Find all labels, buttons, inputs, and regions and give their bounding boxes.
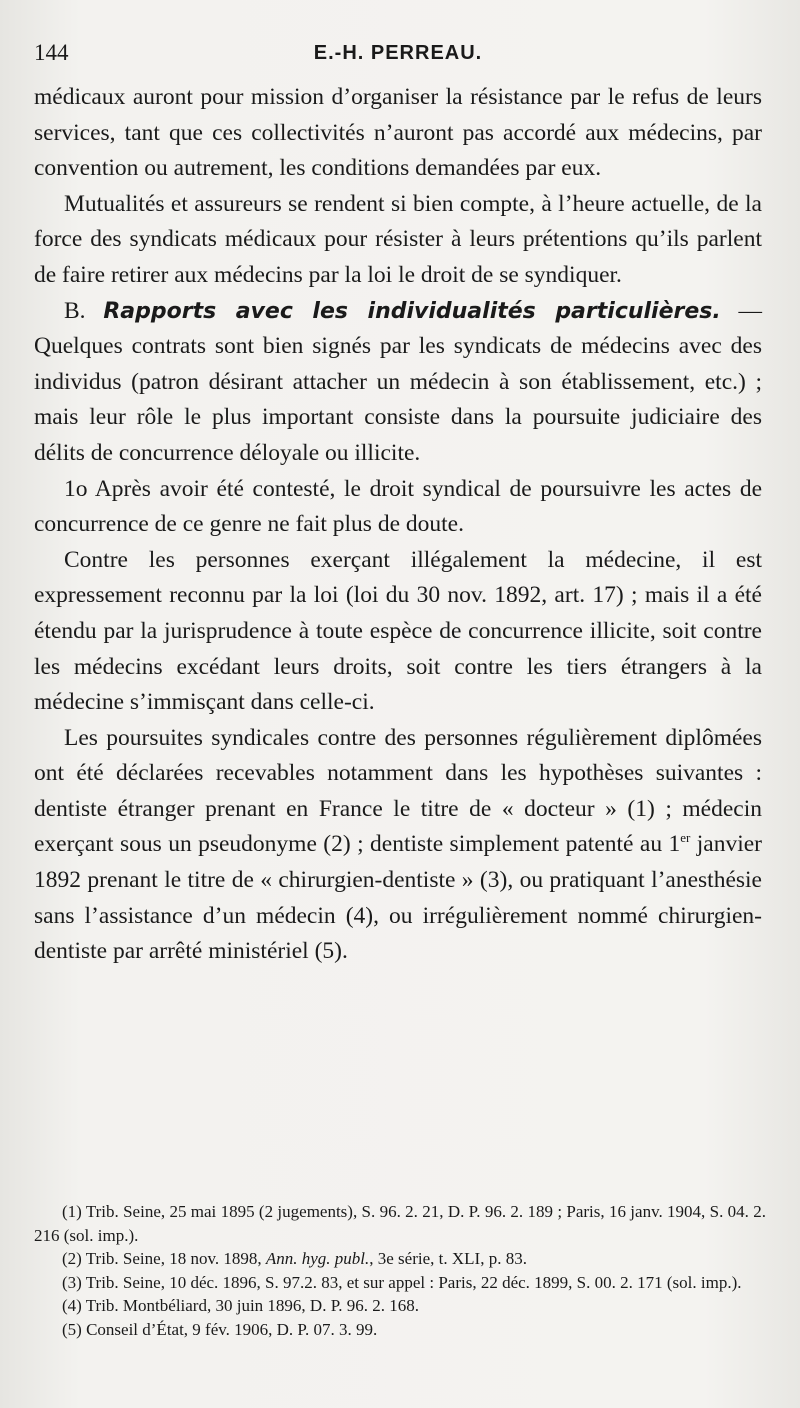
footnote: (3) Trib. Seine, 10 déc. 1896, S. 97.2. 83, et sur appel : Paris, 22 déc. 1899, S. 00. 2. 171 (sol. imp.). bbox=[62, 1272, 742, 1292]
running-head: E.-H. PERREAU. bbox=[313, 42, 483, 64]
paragraph-text: — Quelques contrats sont bien signés par les syndicats de médecins avec des individus (patron désirant attacher un médecin à son établissement, etc.) ; mais leur rôle le plus important consiste dans la poursuite judiciaire des délits de concurrence déloyale ou illicite. bbox=[34, 297, 763, 466]
paragraph: Contre les personnes exerçant illégalement la médecine, il est expressement reconnu par la loi (loi du 30 nov. 1892, art. 17) ; mais il a été étendu par la jurisprudence à toute espèce de concurrence illicite, soit contre les médecins excédant leurs droits, soit contre les tiers étrangers à la médecine s’immisçant dans celle-ci. bbox=[34, 546, 762, 716]
superscript: er bbox=[680, 830, 691, 846]
footnote-text: (2) Trib. Seine, 18 nov. 1898, bbox=[62, 1249, 266, 1268]
paragraph: médicaux auront pour mission d’organiser la résistance par le refus de leurs services, tant que ces collectivités n’auront pas accordé aux médecins, par convention ou autrement, les conditions demandées par eux. bbox=[34, 84, 762, 182]
paragraph bbox=[34, 721, 762, 970]
paragraph-text: Les poursuites syndicales contre des personnes régulièrement diplômées ont été déclarées recevables notamment dans les hypothèses suivantes : dentiste étranger prenant en France le titre de « docteur » (1) ; médecin exerçant sous un pseudonyme (2) ; dentiste simplement patenté au 1 bbox=[34, 724, 762, 858]
paragraph: Mutualités et assureurs se rendent si bien compte, à l’heure actuelle, de la force des syndicats médicaux pour résister à leurs prétentions qu’ils parlent de faire retirer aux médecins par la loi le droit de se syndiquer. bbox=[34, 190, 762, 288]
journal-title: Ann. hyg. publ. bbox=[265, 1249, 370, 1268]
section-rubric: Rapports avec les individualités particulières. bbox=[103, 298, 721, 324]
page-number: 144 bbox=[34, 40, 69, 65]
footnote bbox=[34, 1247, 766, 1271]
body-text bbox=[34, 80, 762, 970]
paragraph-text: janvier 1892 prenant le titre de « chirurgien-dentiste » (3), ou pratiquant l’anesthésie sans l’assistance d’un médecin (4), ou irrégulièrement nommé chirurgien-dentiste par arrêté ministériel (5). bbox=[34, 831, 763, 965]
paragraph bbox=[34, 294, 762, 472]
footnote: (1) Trib. Seine, 25 mai 1895 (2 jugements), S. 96. 2. 21, D. P. 96. 2. 189 ; Paris, 16 janv. 1904, S. 04. 2. 216 (sol. imp.). bbox=[34, 1202, 766, 1245]
section-label: B. bbox=[64, 297, 86, 324]
footnotes bbox=[34, 1200, 766, 1341]
footnote-text: , 3e série, t. XLI, p. 83. bbox=[369, 1249, 527, 1268]
footnote: (5) Conseil d’État, 9 fév. 1906, D. P. 07. 3. 99. bbox=[62, 1319, 378, 1339]
paragraph: 1o Après avoir été contesté, le droit syndical de poursuivre les actes de concurrence de ce genre ne fait plus de doute. bbox=[34, 475, 762, 538]
footnote: (4) Trib. Montbéliard, 30 juin 1896, D. P. 96. 2. 168. bbox=[62, 1296, 420, 1315]
page-header bbox=[34, 40, 762, 74]
